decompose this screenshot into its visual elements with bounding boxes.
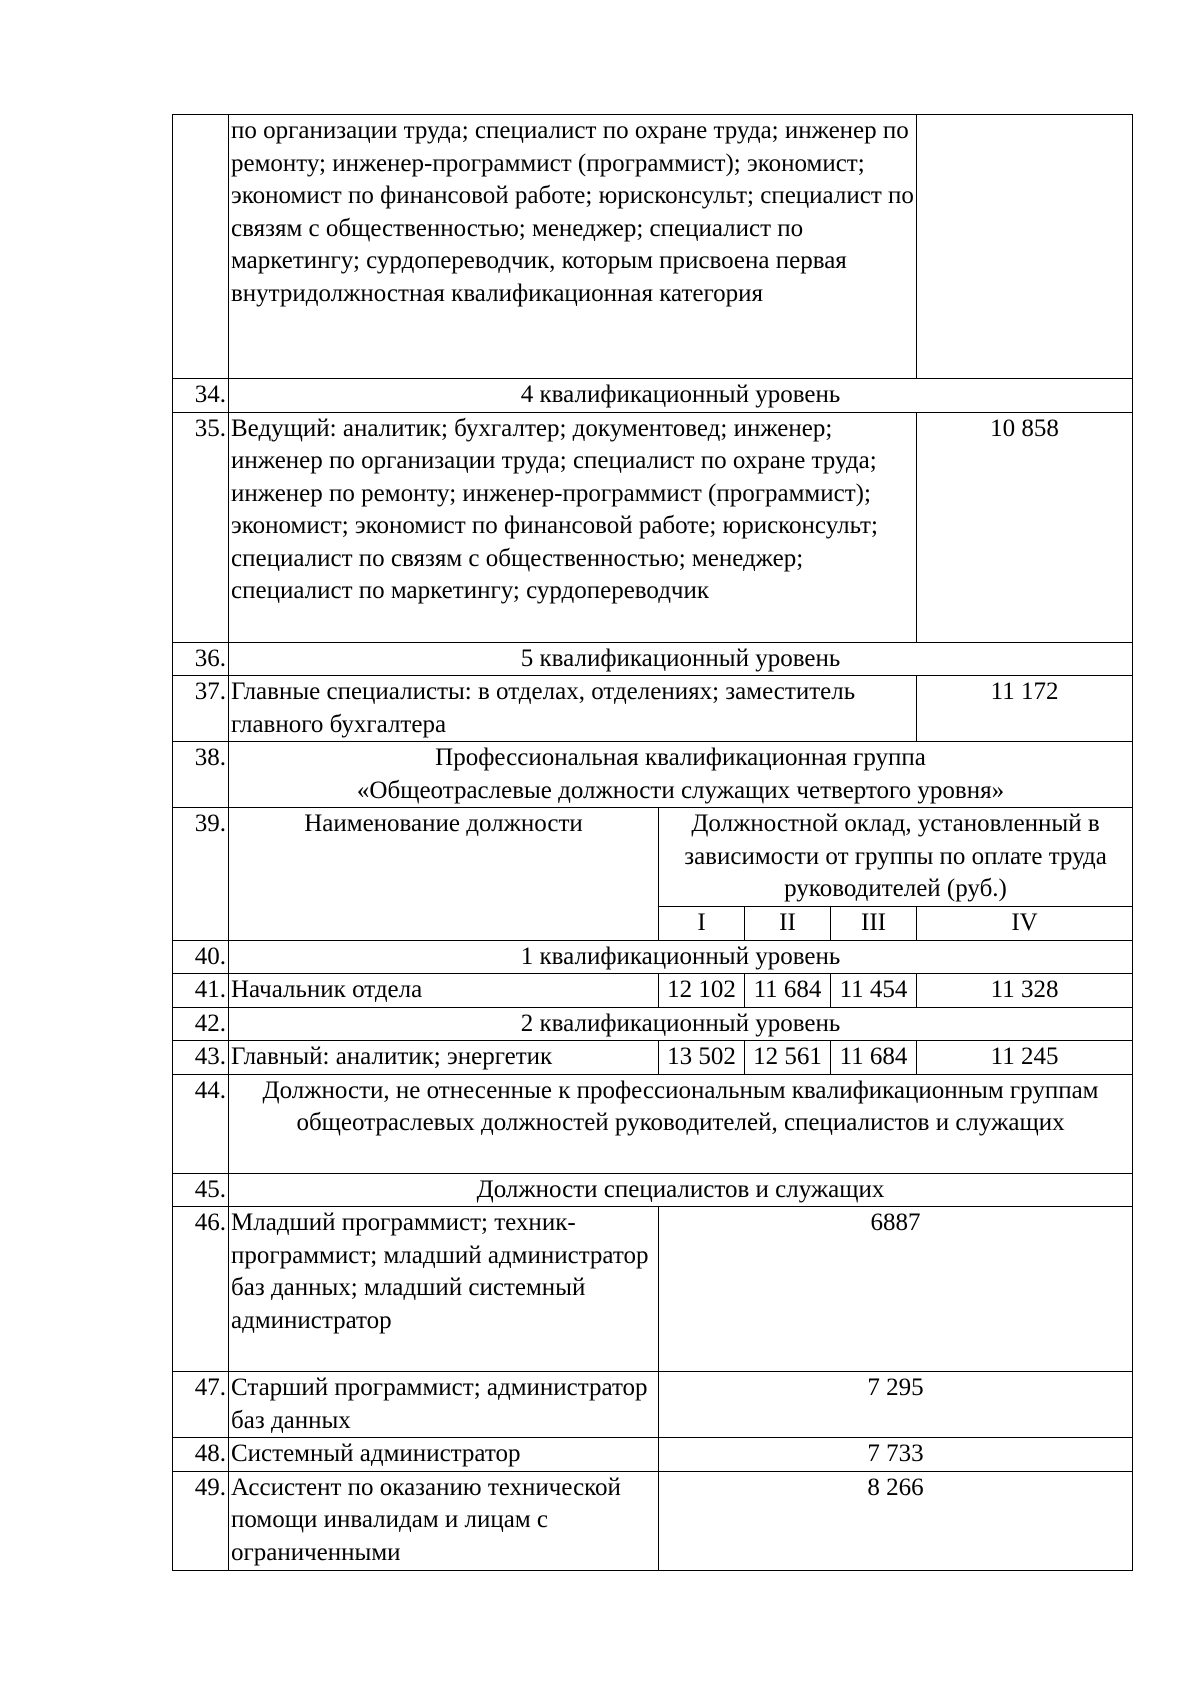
row-number-cell: 35. [173, 412, 229, 642]
group-header-cell: IV [917, 907, 1133, 941]
position-cell: Начальник отдела [229, 974, 659, 1008]
section-heading-cell: Должности специалистов и служащих [229, 1173, 1133, 1207]
qualification-level-cell: 1 квалификационный уровень [229, 940, 1133, 974]
row-number-cell: 34. [173, 379, 229, 413]
salary-cell: 7 295 [659, 1372, 1133, 1438]
group-header-cell: III [831, 907, 917, 941]
table-row [173, 115, 1133, 379]
table-row [173, 412, 1133, 642]
row-number-cell: 41. [173, 974, 229, 1008]
salary-cell: 10 858 [917, 412, 1133, 642]
table-header-row [173, 808, 1133, 907]
position-cell: Главные специалисты: в отделах, отделениях; заместитель главного бухгалтера [229, 676, 917, 742]
qualification-level-cell: 5 квалификационный уровень [229, 642, 1133, 676]
salary-cell-group-2: 12 561 [745, 1041, 831, 1075]
table-row [173, 1207, 1133, 1372]
table-row [173, 742, 1133, 808]
position-cell: Главный: аналитик; энергетик [229, 1041, 659, 1075]
salary-cell-group-1: 13 502 [659, 1041, 745, 1075]
salary-cell-group-1: 12 102 [659, 974, 745, 1008]
group-header-cell: II [745, 907, 831, 941]
qualification-level-cell: 2 квалификационный уровень [229, 1007, 1133, 1041]
salary-cell-group-4: 11 245 [917, 1041, 1133, 1075]
position-cell: Ведущий: аналитик; бухгалтер; документовед; инженер; инженер по организации труда; специалист по охране труда; инженер по ремонту; инженер-программист (программист); экономист; экономист по финансовой работе; юрисконсульт; специалист по связям с общественностью; менеджер; специалист по маркетингу; сурдопереводчик [229, 412, 917, 642]
table-row [173, 676, 1133, 742]
position-cell: Ассистент по оказанию технической помощи инвалидам и лицам с ограниченными [229, 1471, 659, 1570]
group-heading-line: Профессиональная квалификационная группа [435, 744, 926, 771]
qualification-level-cell: 4 квалификационный уровень [229, 379, 1133, 413]
salary-cell: 8 266 [659, 1471, 1133, 1570]
table-row [173, 1438, 1133, 1472]
position-cell: Системный администратор [229, 1438, 659, 1472]
salary-header-cell: Должностной оклад, установленный в зависимости от группы по оплате труда руководителей (руб.) [659, 808, 1133, 907]
position-cell: Старший программист; администратор баз данных [229, 1372, 659, 1438]
table-row [173, 1041, 1133, 1075]
row-number-cell: 43. [173, 1041, 229, 1075]
salary-cell-group-3: 11 454 [831, 974, 917, 1008]
row-number-cell: 39. [173, 808, 229, 941]
salary-cell [917, 115, 1133, 379]
table-row [173, 1007, 1133, 1041]
salary-cell-group-3: 11 684 [831, 1041, 917, 1075]
salary-table [172, 114, 1133, 1571]
section-heading-cell: Должности, не отнесенные к профессиональным квалификационным группам общеотраслевых должностей руководителей, специалистов и служащих [229, 1074, 1133, 1173]
row-number-cell: 47. [173, 1372, 229, 1438]
salary-cell-group-2: 11 684 [745, 974, 831, 1008]
table-row [173, 379, 1133, 413]
row-number-cell: 45. [173, 1173, 229, 1207]
position-cell: Младший программист; техник-программист; младший администратор баз данных; младший системный администратор [229, 1207, 659, 1372]
row-number-cell: 38. [173, 742, 229, 808]
row-number-cell [173, 115, 229, 379]
position-header-cell: Наименование должности [229, 808, 659, 941]
row-number-cell: 46. [173, 1207, 229, 1372]
table-row [173, 642, 1133, 676]
table-row [173, 940, 1133, 974]
salary-cell: 6887 [659, 1207, 1133, 1372]
row-number-cell: 49. [173, 1471, 229, 1570]
table-row [173, 1173, 1133, 1207]
salary-cell: 11 172 [917, 676, 1133, 742]
table-row [173, 1372, 1133, 1438]
table-row [173, 1471, 1133, 1570]
row-number-cell: 42. [173, 1007, 229, 1041]
row-number-cell: 37. [173, 676, 229, 742]
group-heading-cell [229, 742, 1133, 808]
table-row [173, 1074, 1133, 1173]
row-number-cell: 40. [173, 940, 229, 974]
table-row [173, 974, 1133, 1008]
group-header-cell: I [659, 907, 745, 941]
row-number-cell: 36. [173, 642, 229, 676]
row-number-cell: 48. [173, 1438, 229, 1472]
salary-cell: 7 733 [659, 1438, 1133, 1472]
position-cell: по организации труда; специалист по охране труда; инженер по ремонту; инженер-программист (программист); экономист; экономист по финансовой работе; юрисконсульт; специалист по связям с общественностью; менеджер; специалист по маркетингу; сурдопереводчик, которым присвоена первая внутридолжностная квалификационная категория [229, 115, 917, 379]
row-number-cell: 44. [173, 1074, 229, 1173]
salary-cell-group-4: 11 328 [917, 974, 1133, 1008]
group-heading-line: «Общеотраслевые должности служащих четвертого уровня» [356, 776, 1005, 804]
